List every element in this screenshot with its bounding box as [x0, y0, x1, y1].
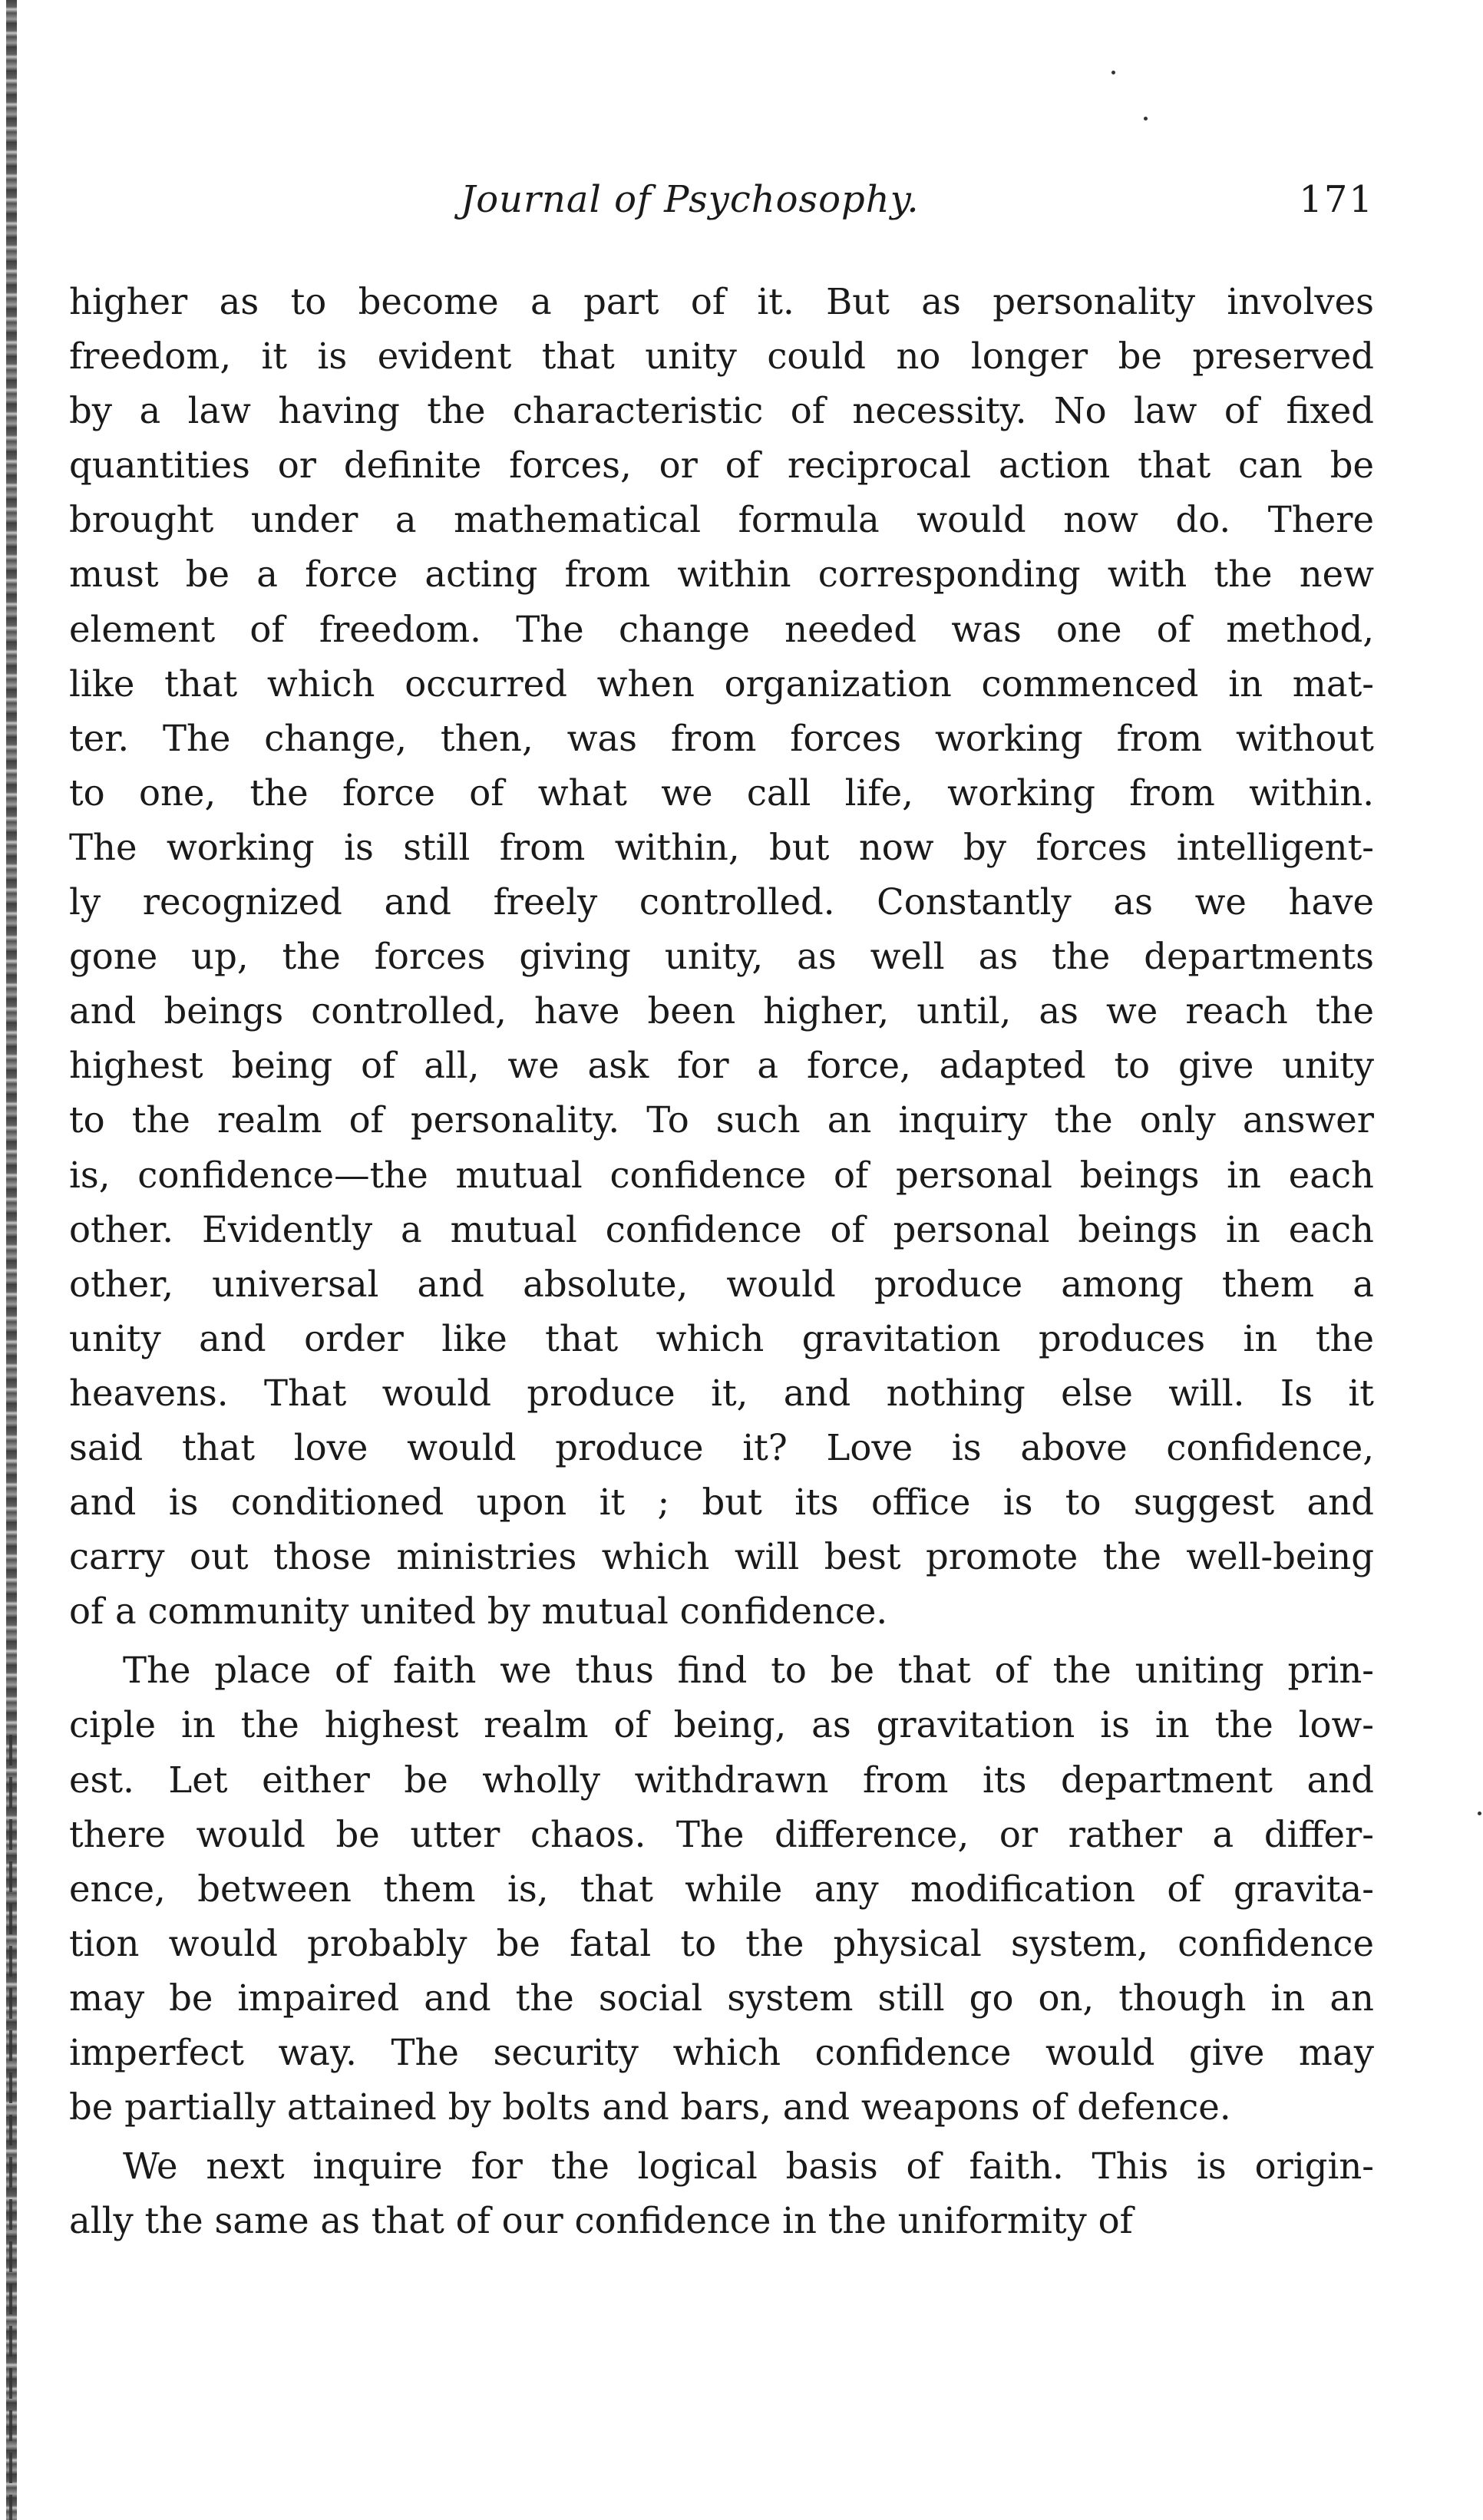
- paragraph: [69, 1643, 1374, 2135]
- text-line: is, confidence—the mutual confidence of personal beings in each: [69, 1154, 1374, 1196]
- text-line: carry out those ministries which will best promote the well-being: [69, 1536, 1374, 1578]
- text-line: ence, between them is, that while any modification of gravita-: [69, 1868, 1374, 1910]
- text-line: ciple in the highest realm of being, as gravitation is in the low-: [69, 1704, 1374, 1746]
- body-text: [69, 275, 1374, 2253]
- text-line: and beings controlled, have been higher, until, as we reach the: [69, 990, 1374, 1032]
- text-line: brought under a mathematical formula would now do. There: [69, 499, 1374, 541]
- page-number: 171: [1299, 178, 1374, 221]
- text-line: The place of faith we thus find to be that of the uniting prin-: [123, 1650, 1374, 1692]
- scan-speck: [1111, 71, 1115, 74]
- text-line: We next inquire for the logical basis of faith. This is origin-: [123, 2145, 1374, 2188]
- paragraph: [69, 2139, 1374, 2248]
- paragraph: [69, 275, 1374, 1639]
- text-line: ally the same as that of our confidence in the uniformity of: [69, 2200, 1133, 2242]
- text-line: unity and order like that which gravitation produces in the: [69, 1317, 1374, 1359]
- text-line: there would be utter chaos. The difference, or rather a differ-: [69, 1813, 1374, 1855]
- text-line: highest being of all, we ask for a force, adapted to give unity: [69, 1045, 1374, 1087]
- text-line: tion would probably be fatal to the physical system, confidence: [69, 1922, 1374, 1964]
- text-line: said that love would produce it? Love is above confidence,: [69, 1426, 1374, 1468]
- page-binding-edge-lower: [9, 1735, 12, 2520]
- text-line: gone up, the forces giving unity, as well as the departments: [69, 936, 1374, 978]
- scan-speck: [1144, 117, 1148, 121]
- text-line: be partially attained by bolts and bars, and weapons of defence.: [69, 2086, 1231, 2129]
- text-line: like that which occurred when organization commenced in mat-: [69, 662, 1374, 705]
- running-head: Journal of Psychosophy.: [461, 178, 920, 221]
- text-line: must be a force acting from within corresponding with the new: [69, 553, 1374, 596]
- text-line: heavens. That would produce it, and nothing else will. Is it: [69, 1372, 1374, 1414]
- text-line: and is conditioned upon it ; but its office is to suggest and: [69, 1481, 1374, 1524]
- text-line: by a law having the characteristic of necessity. No law of fixed: [69, 390, 1374, 432]
- text-line: The working is still from within, but now by forces intelligent-: [69, 826, 1374, 868]
- text-line: to one, the force of what we call life, working from within.: [69, 771, 1374, 814]
- text-line: higher as to become a part of it. But as personality involves: [69, 281, 1374, 322]
- text-line: imperfect way. The security which confidence would give may: [69, 2032, 1374, 2073]
- text-line: of a community united by mutual confidence.: [69, 1590, 888, 1633]
- scan-speck: [1478, 1812, 1481, 1815]
- text-line: element of freedom. The change needed was one of method,: [69, 608, 1374, 650]
- text-line: quantities or definite forces, or of reciprocal action that can be: [69, 444, 1374, 487]
- text-line: to the realm of personality. To such an inquiry the only answer: [69, 1099, 1374, 1141]
- text-line: est. Let either be wholly withdrawn from its department and: [69, 1759, 1374, 1801]
- page-header: [69, 178, 1374, 232]
- text-line: other. Evidently a mutual confidence of personal beings in each: [69, 1208, 1374, 1250]
- text-line: other, universal and absolute, would produce among them a: [69, 1263, 1374, 1305]
- text-line: may be impaired and the social system still go on, though in an: [69, 1977, 1374, 2019]
- text-line: freedom, it is evident that unity could no longer be preserved: [69, 335, 1374, 378]
- text-line: ly recognized and freely controlled. Constantly as we have: [69, 881, 1374, 923]
- text-line: ter. The change, then, was from forces working from without: [69, 717, 1374, 759]
